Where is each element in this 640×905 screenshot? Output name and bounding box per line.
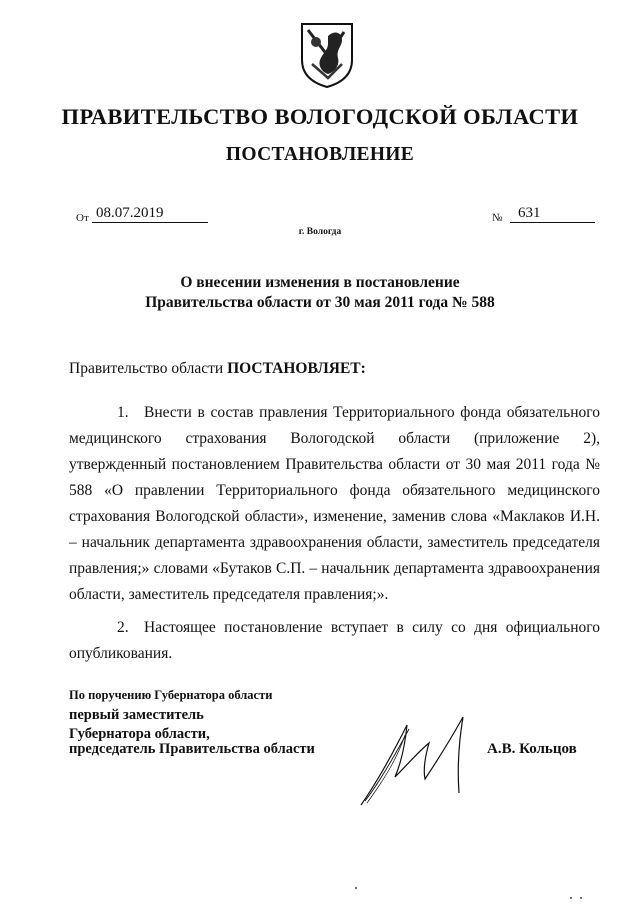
signer-position-line: первый заместитель [69,707,204,723]
city: г. Вологда [298,227,342,237]
scan-speck [580,897,582,899]
scan-speck [570,897,572,899]
date-prefix: От [76,212,89,224]
handwritten-signature [355,705,480,810]
item-text: Внести в состав правления Территориального фонда обязательного медицинского страхования Вологодской области (приложение 2), утвержденный постановлением Правительства области от 30 мая 2011 года № 588 «О правлении Территориального фонда обязательного медицинского страхования Вологодской области», изменение, заменив слова «Маклаков И.Н. – начальник департамента здравоохранения области, заместитель председателя правления;» словами «Бутаков С.П. – начальник департамента здравоохранения области, заместитель председателя правления;». [69,404,600,603]
item-number: 2. [117,619,129,636]
preamble-emphasis: ПОСТАНОВЛЯЕТ: [227,360,366,377]
coat-of-arms-emblem [298,20,356,90]
signer-position-line: Губернатора области, [69,726,210,742]
subject-line-1: О внесении изменения в постановление [180,274,460,291]
preamble [69,360,366,378]
list-item [69,400,600,608]
list-item [69,615,600,667]
signer-position-line: председатель Правительства области [69,741,315,757]
document-date: 08.07.2019 [92,205,208,223]
item-text: Настоящее постановление вступает в силу со дня официального опубликования. [69,619,600,662]
item-number: 1. [117,404,129,421]
signature-caption-line: По поручению Губернатора области [69,688,273,702]
scan-speck [355,887,357,889]
document-type: ПОСТАНОВЛЕНИЕ [225,144,415,165]
subject-line-2: Правительства области от 30 мая 2011 года № 588 [145,294,495,311]
government-title: ПРАВИТЕЛЬСТВО ВОЛОГОДСКОЙ ОБЛАСТИ [61,104,579,129]
preamble-text: Правительство области [69,360,224,377]
number-prefix: № [492,212,503,224]
document-number: 631 [510,205,595,223]
signer-name: А.В. Кольцов [487,741,577,757]
